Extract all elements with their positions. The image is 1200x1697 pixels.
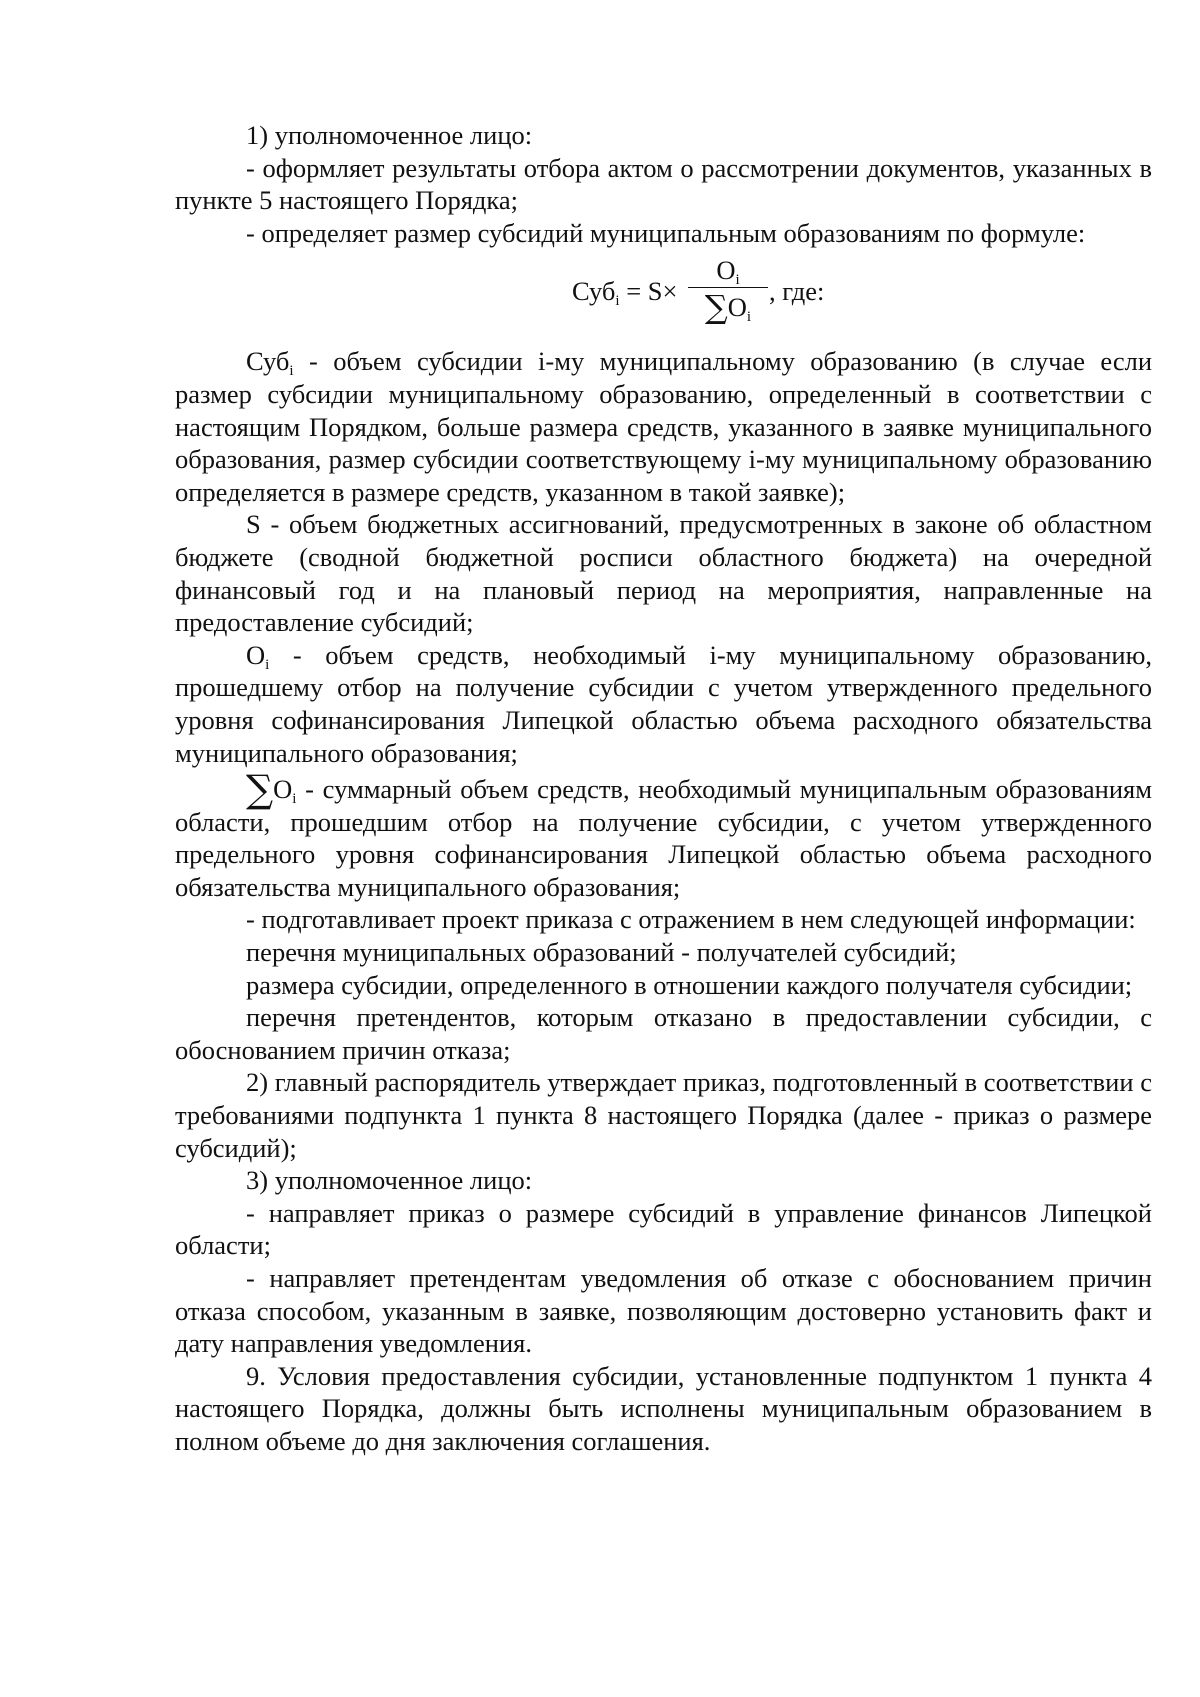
paragraph-prepares-order: - подготавливает проект приказа с отражением в нем следующей информации: (246, 904, 1136, 935)
oi-var: O (246, 639, 266, 670)
sum-oi-text: - суммарный объем средств, необходимый муниципальным образованиям области, прошедшим отбор на получение субсидии, с учетом утвержденного предельного уровня софинансирования Липецкой областью объема расходного обязательства муниципального образования; (175, 774, 1152, 902)
paragraph-s-definition: S - объем бюджетных ассигнований, предусмотренных в законе об областном бюджете (сводной бюджетной росписи областного бюджета) на очередной финансовый год и на плановый период на мероприятия, направленные на предоставление субсидий; (175, 509, 1152, 638)
paragraph-list-recipients: перечня муниципальных образований - получателей субсидий; (246, 937, 957, 968)
paragraph-sum-oi-definition (175, 767, 1152, 903)
formula-where: , где: (769, 276, 825, 307)
formula-den-var: O (727, 292, 747, 323)
paragraph-sub-i-definition (175, 345, 1152, 508)
sigma-symbol: ∑ (704, 288, 728, 327)
paragraph-authorized-person: 1) уполномоченное лицо: (246, 120, 533, 150)
formula-lhs-sub: i (615, 293, 620, 310)
sum-oi-sub: i (292, 791, 297, 808)
fraction-bar (688, 287, 768, 288)
formula-eq-times: = S× (619, 276, 678, 307)
paragraph-sends-order: - направляет приказ о размере субсидий в управление финансов Липецкой области; (175, 1197, 1152, 1261)
paragraph-list-refused: перечня претендентов, которым отказано в предоставлении субсидии, с обоснованием причин отказа; (175, 1002, 1152, 1065)
paragraph-subsidy-amount: размера субсидии, определенного в отношении каждого получателя субсидии; (246, 969, 1133, 1000)
oi-text: - объем средств, необходимый i-му муниципальному образованию, прошедшему отбор на получение субсидии с учетом утвержденного предельного уровня софинансирования Липецкой областью объема расходного обязательства муниципального образования; (175, 639, 1152, 768)
sub-i-text: - объем субсидии i-му муниципальному образованию (в случае если размер субсидии муниципальному образованию, определенный в соответствии с настоящим Порядком, больше размера средств, указанного в заявке муниципального образования, размер субсидии соответствующему i-му муниципальному образованию определяется в размере средств, указанном в такой заявке); (175, 346, 1152, 507)
subsidy-formula (175, 249, 1152, 345)
formula-lhs-var: Суб (572, 276, 616, 307)
oi-sub: i (265, 656, 270, 673)
paragraph-act-of-review: - оформляет результаты отбора актом о рассмотрении документов, указанных в пункте 5 настоящего Порядка; (175, 152, 1152, 216)
formula-num-var: O (716, 255, 736, 286)
formula-lhs (572, 275, 677, 308)
paragraph-item-9-conditions: 9. Условия предоставления субсидии, установленные подпунктом 1 пункта 4 настоящего Порядка, должны быть исполнены муниципальным образованием в полном объеме до дня заключения соглашения. (175, 1360, 1152, 1456)
paragraph-oi-definition (175, 639, 1152, 769)
formula-numerator (688, 255, 768, 289)
sub-i-var: Суб (246, 346, 290, 377)
paragraph-authorized-person-2: 3) уполномоченное лицо: (246, 1165, 533, 1196)
document-page (175, 119, 1152, 1458)
formula-denominator (688, 288, 768, 327)
sub-i-sub: i (289, 363, 294, 380)
formula-fraction (688, 255, 768, 327)
paragraph-subsidy-formula-intro: - определяет размер субсидий муниципальным образованиям по формуле: (246, 217, 1086, 248)
sum-sigma-symbol: ∑ (246, 767, 274, 812)
formula-den-sub: i (746, 309, 752, 326)
paragraph-main-manager-approves: 2) главный распорядитель утверждает приказ, подготовленный в соответствии с требованиями подпункта 1 пункта 8 настоящего Порядка (далее - приказ о размере субсидий); (175, 1067, 1152, 1163)
formula-num-sub: i (735, 272, 740, 289)
paragraph-sends-refusals: - направляет претендентам уведомления об отказе с обоснованием причин отказа способом, указанным в заявке, позволяющим достоверно установить факт и дату направления уведомления. (175, 1263, 1152, 1359)
sum-oi-var: O (273, 774, 293, 805)
